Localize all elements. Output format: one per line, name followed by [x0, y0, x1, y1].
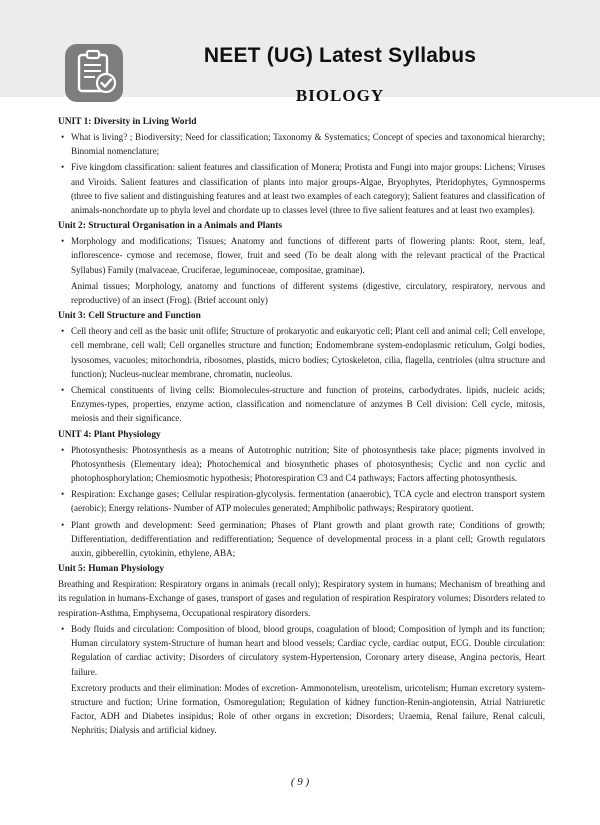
list-item: • Cell theory and cell as the basic unit oflife; Structure of prokaryotic and eukaryotic cell; Plant cell and animal cell; Cell envelope, cell membrane, cell wall; Cell organelles structure and function; Endomembrane system-endoplasmic reticulum, Golgi bodies, lysosomes, vacuoles; mitochondria, ribosomes, plastids, micro bodies; Cytoskeleton, cilia, flagella, centrioles (ultra structure and function); Nucleus-nuclear membrane, chromatin, nucleolus.: [58, 324, 545, 381]
unit-bullets: [58, 324, 545, 425]
list-item: • Photosynthesis: Photosynthesis as a means of Autotrophic nutrition; Site of photosynthesis take place; pigments involved in Photosynthesis (Elementary idea); Photochemical and biosynthetic phases of photosynthesis; Cyclic and non cyclic and photophosphorylation; Chemiosmotic hypothesis; Photorespiration C3 and C4 pathways; Factors affecting photosynthesis.: [58, 443, 545, 486]
unit-4: [58, 428, 545, 561]
unit-bullets: [58, 622, 545, 679]
paragraph: Animal tissues; Morphology, anatomy and functions of different systems (digestive, circulatory, respiratory, nervous and reproductive) of an insect (Frog). (Brief account only): [71, 280, 545, 306]
unit-title: Unit 3: Cell Structure and Function: [58, 311, 201, 322]
unit-bullets: [58, 234, 545, 277]
list-item: • Chemical constituents of living cells: Biomolecules-structure and function of proteins, carbodydrates. lipids, nucleic acids; Enzymes-types, properties, enzyme action, classification and nomenclature of anzymes B Cell division: Cell cycle, mitosis, meiosis and their significance.: [58, 383, 545, 426]
list-item: • Respiration: Exchange gases; Cellular respiration-glycolysis. fermentation (anaerobic), TCA cycle and electron transport system (aerobic); Energy relations- Number of ATP molecules generated; Amphibolic pathways; Respiratory quotient.: [58, 487, 545, 515]
list-item: • Five kingdom classification: salient features and classification of Monera; Protista and Fungi into major groups: Lichens; Viruses and Viroids. Salient features and classification of plants into major groups-Algae, Bryophytes, Pteridophytes, Gymnosperms (three to five salient and distinguishing features and at least two examples of each category); Salient features and classification of animals-nonchordate up to phyla level and chordate up to classes level (three to five salient features and at least two examples).: [58, 160, 545, 217]
list-item: • What is living? ; Biodiversity; Need for classification; Taxonomy & Systematics; Concept of species and taxonomical hierarchy; Binomial nomenclature;: [58, 130, 545, 158]
paragraph: Breathing and Respiration: Respiratory organs in animals (recall only); Respiratory system in humans; Mechanism of breathing and its regulation in humans-Exchange of gases, transport of gases and regulation of respiration Respiratory volumes; Disorders related to respiration-Asthma, Emphysema, Occupational respiratory disorders.: [58, 579, 545, 618]
unit-1: [58, 115, 545, 217]
list-item: • Body fluids and circulation: Composition of blood, blood groups, coagulation of blood; Composition of lymph and its function; Human circulatory system-Structure of human heart and blood vessels; Cardiac cycle, cardiac output, ECG. Double circulation: Regulation of cardiac activity; Disorders of circulatory system-Hypertension, Coronary artery disease, Angina pectoris, Heart failure.: [58, 622, 545, 679]
unit-title: UNIT 4: Plant Physiology: [58, 429, 161, 440]
page-title: NEET (UG) Latest Syllabus: [203, 44, 477, 67]
syllabus-content: [58, 115, 545, 740]
unit-title: Unit 5: Human Physiology: [58, 564, 165, 575]
unit-2: [58, 219, 545, 307]
list-item: • Plant growth and development: Seed germination; Phases of Plant growth and plant growth rate; Conditions of growth; Differentiation, dedifferentiation and redifferentiation; Sequence of developmental process in a plant cell; Growth regulators auxin, gibberellin, cytokinin, ethylene, ABA;: [58, 518, 545, 561]
unit-title: UNIT 1: Diversity in Living World: [58, 117, 197, 127]
unit-bullets: [58, 130, 545, 217]
unit-bullets: [58, 443, 545, 561]
page-number: ( 9 ): [290, 776, 310, 788]
paragraph: Excretory products and their elimination: Modes of excretion- Ammonotelism, ureotelism, uricotelism; Human excretory system-structure and fuction; Urine formation, Osmoregulation; Regulation of kidney function-Renin-angiotensin, Atrial Natriuretic Factor, ADH and Diabetes insipidus; Role of other organs in excretion; Disorders; Uraemia, Renal failure, Renal calculi, Nephritis; Dialysis and artificial kidney.: [71, 682, 545, 736]
unit-3: [58, 309, 545, 425]
unit-5: [58, 562, 545, 737]
unit-title: Unit 2: Structural Organisation in a Animals and Plants: [58, 221, 282, 232]
clipboard-check-icon: [65, 44, 123, 102]
subject-heading: BIOLOGY: [295, 86, 385, 105]
list-item: • Morphology and modifications; Tissues; Anatomy and functions of different parts of flowering plants: Root, stem, leaf, inflorescence- cymose and recemose, flower, fruit and seed (To be dealt along with the relevant practical of the Practical Syllabus) Family (malvaceae, Cruciferae, leguminoceae, compositae, graminae).: [58, 234, 545, 277]
